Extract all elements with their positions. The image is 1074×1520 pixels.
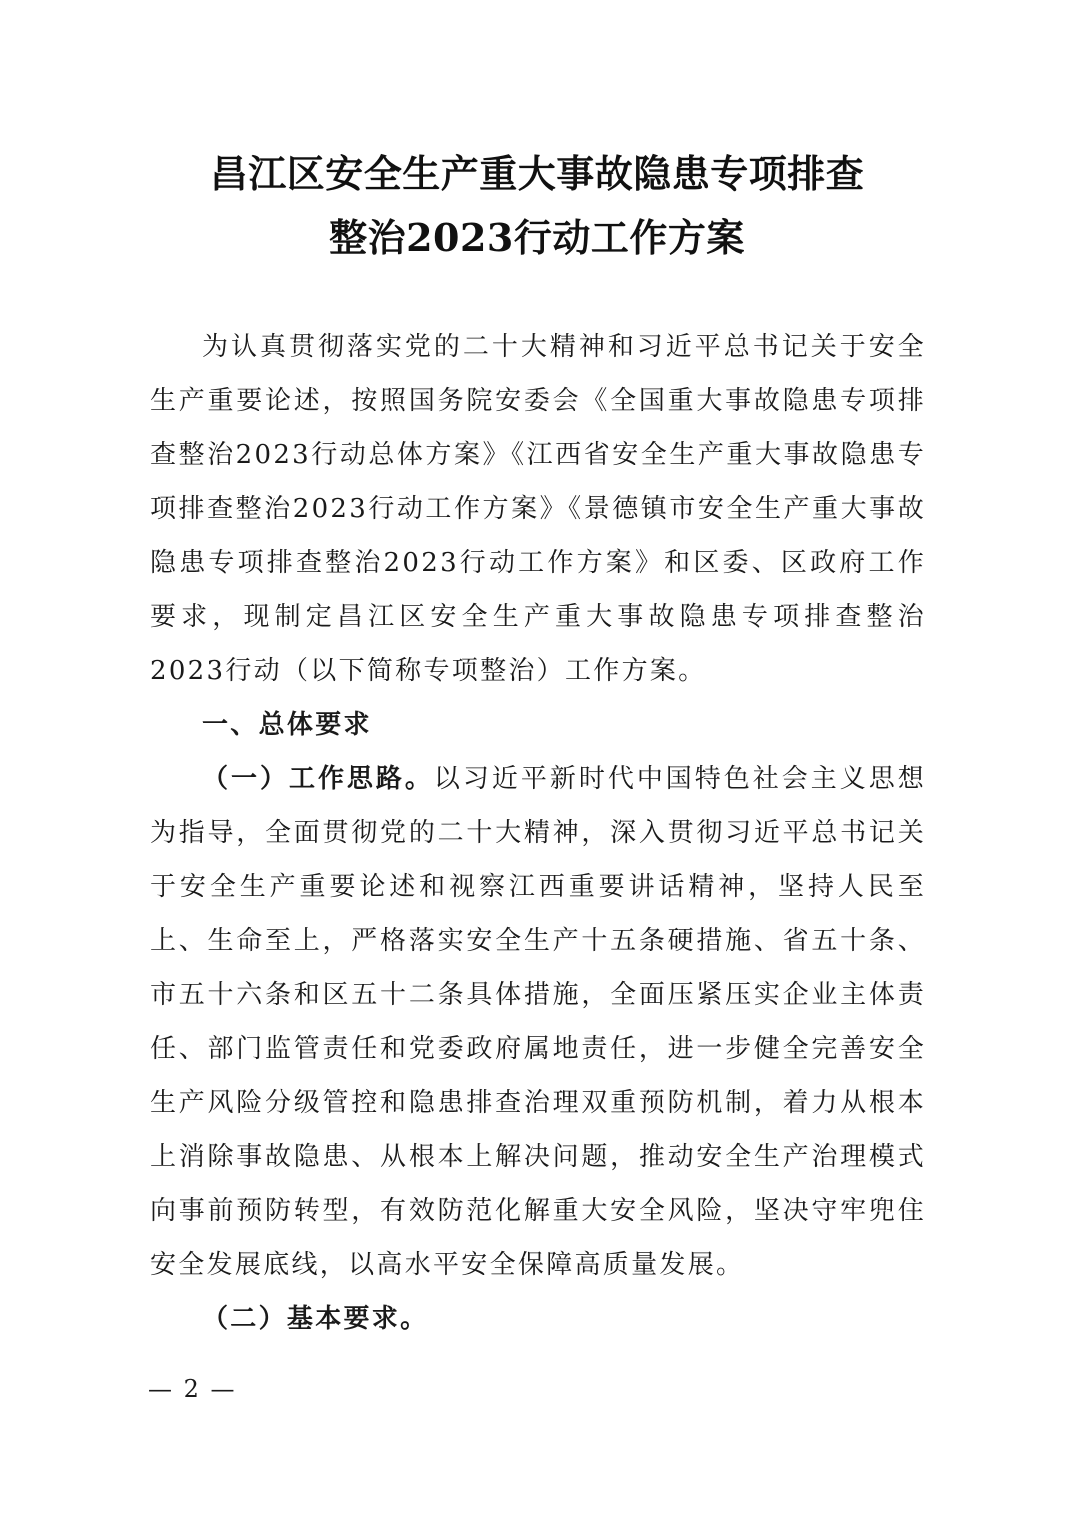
document-title bbox=[0, 142, 1074, 270]
basic-requirements-lead: （二）基本要求。 bbox=[202, 1304, 429, 1334]
section-heading-overall-requirements: 一、总体要求 bbox=[202, 710, 372, 740]
basic-requirements-paragraph bbox=[150, 1292, 926, 1346]
intro-paragraph: 为认真贯彻落实党的二十大精神和习近平总书记关于安全生产重要论述，按照国务院安委会《全国重大事故隐患专项排查整治2023行动总体方案》《江西省安全生产重大事故隐患专项排查整治2023行动工作方案》《景德镇市安全生产重大事故隐患专项排查整治2023行动工作方案》和区委、区政府工作要求，现制定昌江区安全生产重大事故隐患专项排查整治2023行动（以下简称专项整治）工作方案。 bbox=[150, 332, 926, 686]
title-line-1: 昌江区安全生产重大事故隐患专项排查 bbox=[209, 151, 865, 196]
title-line-2: 整治2023行动工作方案 bbox=[329, 215, 745, 260]
work-approach-paragraph bbox=[150, 752, 926, 1292]
work-approach-text: 以习近平新时代中国特色社会主义思想为指导，全面贯彻党的二十大精神，深入贯彻习近平总书记关于安全生产重要论述和视察江西重要讲话精神，坚持人民至上、生命至上，严格落实安全生产十五条硬措施、省五十条、市五十六条和区五十二条具体措施，全面压紧压实企业主体责任、部门监管责任和党委政府属地责任，进一步健全完善安全生产风险分级管控和隐患排查治理双重预防机制，着力从根本上消除事故隐患、从根本上解决问题，推动安全生产治理模式向事前预防转型，有效防范化解重大安全风险，坚决守牢兜住安全发展底线，以高水平安全保障高质量发展。 bbox=[150, 764, 926, 1280]
document-body bbox=[150, 320, 926, 1346]
work-approach-lead: （一）工作思路。 bbox=[202, 764, 434, 794]
page-number: — 2 — bbox=[148, 1375, 237, 1403]
